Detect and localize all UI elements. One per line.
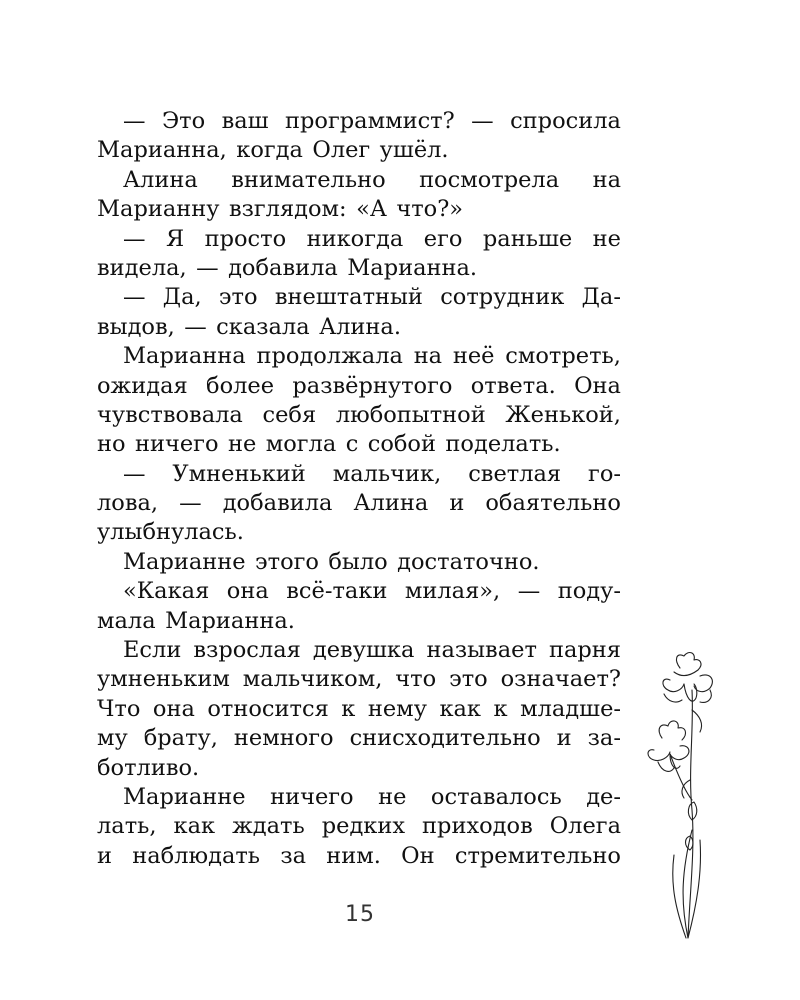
text-line: чувствовала себя любопытной Женькой, — [97, 401, 621, 428]
text-line: ботливо. — [97, 754, 200, 781]
iris-flower-icon — [640, 650, 740, 940]
text-line: — Умненький мальчик, светлая го- — [123, 460, 621, 487]
text-line: — Да, это внештатный сотрудник Да- — [123, 284, 621, 311]
text-line: видела, — добавила Марианна. — [97, 254, 478, 281]
text-line: умненьким мальчиком, что это означает? — [97, 666, 621, 693]
text-line: Что она относится к нему как к младше- — [97, 695, 621, 722]
page-number: 15 — [345, 902, 375, 927]
text-line: Марианне этого было достаточно. — [123, 548, 540, 575]
text-line: но ничего не могла с собой поделать. — [97, 431, 561, 458]
text-line: Если взрослая девушка называет парня — [123, 637, 621, 664]
text-line: мала Марианна. — [97, 607, 295, 634]
text-line: Алина внимательно посмотрела на — [123, 166, 621, 193]
text-line: улыбнулась. — [97, 519, 244, 546]
body-text — [97, 107, 621, 871]
text-line: ожидая более развёрнутого ответа. Она — [97, 372, 621, 399]
text-line: лова, — добавила Алина и обаятельно — [97, 490, 621, 517]
text-line: и наблюдать за ним. Он стремительно — [97, 842, 621, 869]
text-line: выдов, — сказала Алина. — [97, 313, 401, 340]
text-line: — Я просто никогда его раньше не — [123, 225, 621, 252]
text-line: — Это ваш программист? — спросила — [123, 108, 621, 134]
text-line: «Какая она всё-таки милая», — поду- — [123, 578, 621, 605]
text-line: му брату, немного снисходительно и за- — [97, 725, 621, 752]
text-line: Марианна, когда Олег ушёл. — [97, 137, 449, 164]
text-line: Марианна продолжала на неё смотреть, — [123, 343, 621, 370]
text-line: Марианну взглядом: «А что?» — [97, 196, 464, 223]
text-line: Марианне ничего не оставалось де- — [123, 783, 621, 810]
text-line: лать, как ждать редких приходов Олега — [97, 813, 621, 840]
